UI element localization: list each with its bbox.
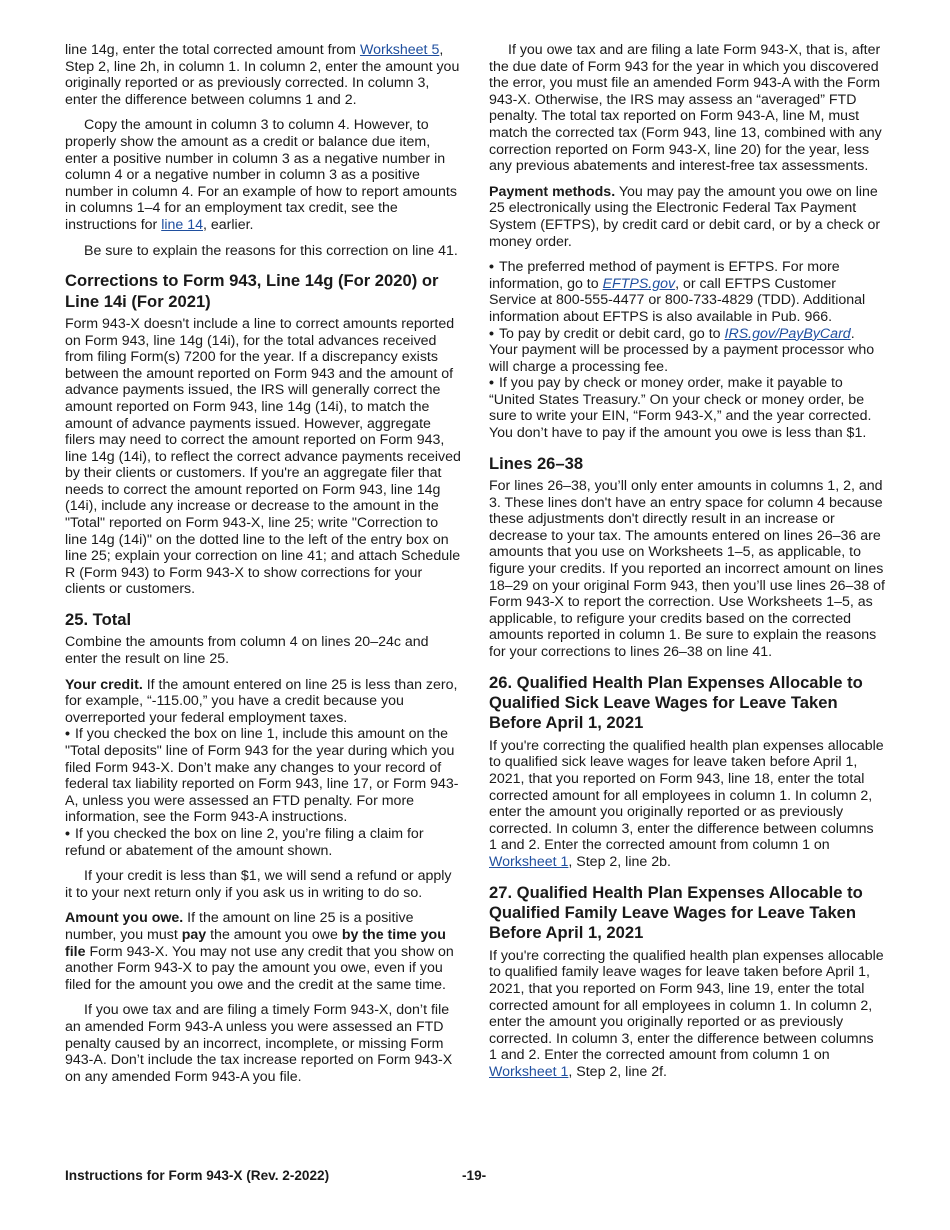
bullet-item: • If you checked the box on line 1, include this amount on the "Total deposits" line of Form 943 for the year during which you filed Form 943-X. Don’t make any changes to your record of federal tax liability reported on Form 943, line 17, or Form 943-A, unless you were assessed an FTD penalty. For more information, see the Form 943-A instructions.	[65, 726, 462, 826]
corrections-heading: Corrections to Form 943, Line 14g (For 2020) or Line 14i (For 2021)	[65, 271, 439, 311]
line-27-heading: 27. Qualified Health Plan Expenses Allocable to Qualified Family Leave Wages for Leave Taken Before April 1, 2021	[489, 882, 863, 943]
page-number: -19-	[462, 1168, 487, 1183]
eftps-link[interactable]: EFTPS.gov	[602, 275, 676, 292]
paragraph: Form 943-X doesn't include a line to correct amounts reported on Form 943, line 14g (14i), for the total advances received from filing Form(s) 7200 for the year. If a discrepancy exists between the amount reported on Form 943 and the amount of advance payments issued, the IRS will generally correct the amount reported on Form 943, line 14g (14i), to match the amount of advance payments issued. However, aggregate filers may need to correct the amount reported on Form 943, line 14g (14i), to reflect the correct advance payments received by their clients or customers. If you're an aggregate filer that needs to correct the amount reported on Form 943, line 14g (14i), include any increase or decrease to the amount in the "Total" reported on Form 943-X, line 25; write "Correction to line 14g (14i)" on the dotted line to the left of the entry box on line 25; explain your correction on line 41; and attach Schedule R (Form 943) to Form 943-X to show corrections for your clients or customers.	[65, 315, 461, 598]
total-heading: 25. Total	[65, 610, 132, 630]
paragraph: If you owe tax and are filing a timely Form 943-X, don’t file an amended Form 943-A unless you were assessed an FTD penalty caused by an incorrect, incomplete, or missing Form 943-A. Don’t include the tax increase reported on Form 943-X on any amended Form 943-A you file.	[65, 1002, 453, 1085]
paragraph: For lines 26–38, you’ll only enter amounts in columns 1, 2, and 3. These lines don't have an entry space for column 4 because these adjustments don't directly result in an increase or decrease to your tax. The amounts entered on lines 26–36 are amounts that you use on Worksheets 1–5, as applicable, to figure your credits. If you reported an incorrect amount on lines 18–29 on your original Form 943, then you’ll use lines 26–38 of Form 943-X to report the correction. Use Worksheets 1–5, as applicable, to refigure your credits based on the corrected amounts reported in column 1. Be sure to explain the reasons for your corrections to lines 26–38 on line 41.	[489, 478, 885, 660]
left-column	[65, 42, 462, 1094]
bullet-item: • If you pay by check or money order, make it payable to “United States Treasury.” On your check or money order, be sure to write your EIN, “Form 943-X,” and the year corrected. You don’t have to pay if the amount you owe is less than $1.	[489, 375, 885, 441]
paragraph: line 14g, enter the total corrected amount from Worksheet 5, Step 2, line 2h, in column 1. In column 2, enter the amount you originally reported or as previously corrected. In column 3, enter the difference between columns 1 and 2.	[65, 42, 460, 108]
lines-26-38-heading: Lines 26–38	[489, 453, 584, 473]
worksheet-1-link[interactable]: Worksheet 1	[489, 1063, 569, 1080]
your-credit-paragraph: Your credit. If the amount entered on line 25 is less than zero, for example, “-115.00,” you have a credit because you overreported your federal employment taxes.	[65, 676, 458, 726]
paragraph: If you're correcting the qualified health plan expenses allocable to qualified sick leave wages for leave taken before April 1, 2021, that you reported on Form 943, line 18, enter the total corrected amount for all employees in column 1. In column 2, enter the amount you originally reported or as previously corrected. In column 3, enter the difference between columns 1 and 2. Enter the corrected amount from column 1 on Worksheet 1, Step 2, line 2b.	[489, 737, 884, 870]
footer-title: Instructions for Form 943-X (Rev. 2-2022)	[65, 1168, 330, 1183]
paragraph: Combine the amounts from column 4 on lines 20–24c and enter the result on line 25.	[65, 634, 429, 668]
line-26-heading: 26. Qualified Health Plan Expenses Allocable to Qualified Sick Leave Wages for Leave Taken Before April 1, 2021	[489, 672, 863, 733]
amount-you-owe-paragraph: Amount you owe. If the amount on line 25 is a positive number, you must pay the amount you owe by the time you file Form 943-X. You may not use any credit that you show on another Form 943-X to pay the amount you owe, even if you filed for the amount you owe and the credit at the same time.	[65, 910, 454, 993]
line-14-link[interactable]: line 14	[161, 216, 204, 233]
worksheet-5-link[interactable]: Worksheet 5	[359, 42, 440, 58]
paybycard-link[interactable]: IRS.gov/PayByCard	[724, 325, 851, 342]
bullet-item: • To pay by credit or debit card, go to IRS.gov/PayByCard. Your payment will be processed by a payment processor who will charge a processing fee.	[489, 326, 885, 376]
right-column	[489, 42, 885, 1090]
paragraph: If your credit is less than $1, we will send a refund or apply it to your next return only if you ask us in writing to do so.	[65, 868, 452, 901]
paragraph: Be sure to explain the reasons for this correction on line 41.	[84, 242, 458, 259]
worksheet-1-link[interactable]: Worksheet 1	[489, 853, 569, 870]
paragraph: If you owe tax and are filing a late Form 943-X, that is, after the due date of Form 943 for the year in which you discovered the error, you must file an amended Form 943-A with the Form 943-X. Otherwise, the IRS may assess an “averaged” FTD penalty. The total tax reported on Form 943-A, line M, must match the corrected tax (Form 943, line 13, combined with any correction reported on Form 943-X, line 20) for the year, less any previous abatements and interest-free tax assessments.	[489, 42, 882, 175]
payment-methods-paragraph: Payment methods. You may pay the amount you owe on line 25 electronically using the Electronic Federal Tax Payment System (EFTPS), by credit card or debit card, or by a check or money order.	[489, 183, 881, 250]
bullet-item: • The preferred method of payment is EFTPS. For more information, go to EFTPS.gov, or call EFTPS Customer Service at 800-555-4477 or 800-733-4829 (TDD). Additional information about EFTPS is also available in Pub. 966.	[489, 259, 885, 325]
paragraph: Copy the amount in column 3 to column 4. However, to properly show the amount as a credit or balance due item, enter a positive number in column 3 as a negative number in column 4 or a negative number in column 3 as a positive number in column 4. For an example of how to report amounts in columns 1–4 for an employment tax credit, see the instructions for line 14, earlier.	[65, 117, 457, 233]
paragraph: If you're correcting the qualified health plan expenses allocable to qualified family leave wages for leave taken before April 1, 2021, that you reported on Form 943, line 19, enter the total corrected amount for all employees in column 1. In column 2, enter the amount you originally reported or as previously corrected. In column 3, enter the difference between columns 1 and 2. Enter the corrected amount from column 1 on Worksheet 1, Step 2, line 2f.	[489, 947, 884, 1080]
bullet-item: • If you checked the box on line 2, you’re filing a claim for refund or abatement of the amount shown.	[65, 826, 462, 859]
